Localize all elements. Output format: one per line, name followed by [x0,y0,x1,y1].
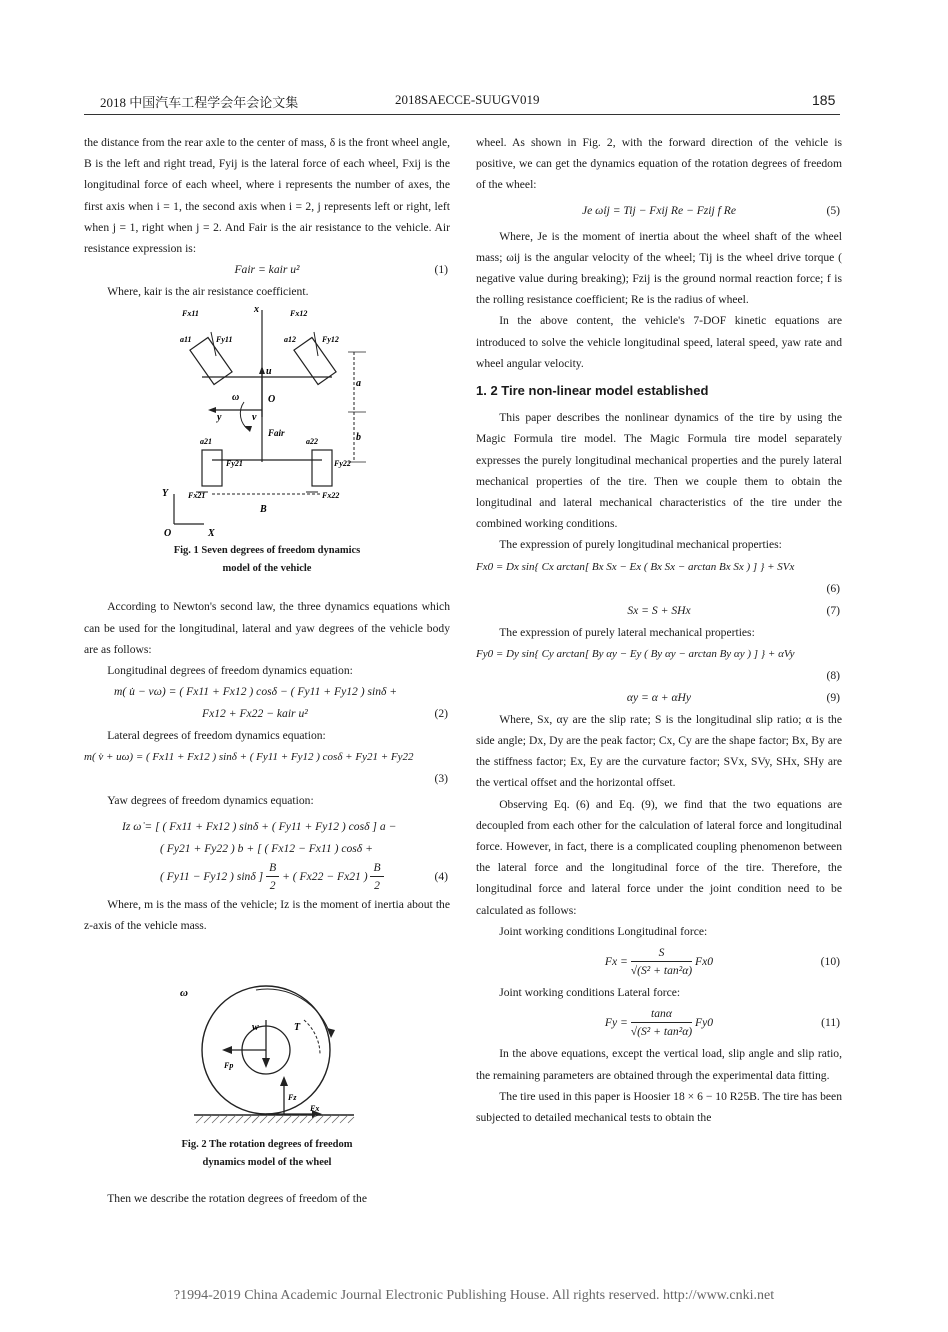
equation-6-number: (6) [826,581,840,595]
equation-10: Fx = $\frac{S}{\text{√(S² + tan²α)}}$ Fx0 (10) [604,945,840,977]
label-fx12: Fx12 [290,309,308,319]
label-omega: ω [232,392,240,404]
equation-1: Fair = kair u² (1) [234,263,448,277]
magic-formula-paragraph: This paper describes the nonlinear dynamics of the tire by using the Magic Formula tire model. The Magic Formula tire model separately expresses the purely longitudinal mechanical properties and the purely lateral mechanical properties of the tire. Then we couple them to obtain the longitudinal and lateral mechanical characteristics of the tire under the combined working conditions. [476,411,842,531]
label-fz: Fz [288,1093,297,1103]
fitting-paragraph: In the above equations, except the vertical load, slip angle and slip ratio, the remaining parameters are obtained through the experimental data fitting. [476,1047,842,1082]
label-fy11: Fy11 [216,335,233,345]
label-origin: O [268,394,276,406]
rear-left-wheel [202,450,222,486]
where-5: Where, Je is the moment of inertia about the wheel shaft of the wheel mass; ωij is the angular velocity of the wheel; Tij is the wheel drive torque ( negative value during breaking); Fzij is the ground normal reaction force; f is the rolling resistance coefficient; Re is the radius of wheel. [476,229,842,307]
section-heading: 1. 2 Tire non-linear model established [476,383,709,399]
header-page-number: 185 [812,92,836,108]
label-fair: Fair [268,428,285,439]
equation-6: Fx0 = Dx sin{ Cx arctan[ Bx Sx − Ex ( Bx Sx − arctan Bx Sx ) ] } + SVx [476,560,795,573]
rear-right-wheel [312,450,332,486]
label-T: T [294,1022,301,1034]
equation-8-number: (8) [826,668,840,682]
then-paragraph: Then we describe the rotation degrees of freedom of the [107,1192,367,1206]
right-column [476,132,842,1128]
label-fx: Fx [310,1104,320,1114]
equation-2b: Fx12 + Fx22 − kair u² (2) [202,707,448,721]
label-w: w [252,1022,259,1034]
label-u: u [266,366,272,378]
label-y: y [217,412,222,424]
label-fy21: Fy21 [226,459,243,469]
where-4: Where, m is the mass of the vehicle; Iz is the moment of inertia about the z-axis of the vehicle mass. [84,897,450,932]
equation-7: Sx = S + SHx (7) [627,603,840,617]
equation-3: m( v̇ + uω) = ( Fx11 + Fx12 ) sinδ + ( Fy11 + Fy12 ) cosδ + Fy21 + Fy22 [84,751,414,764]
header-paper-id: 2018SAECCE-SUUGV019 [395,92,540,107]
equation-4a: Iz ω̇ = [ ( Fx11 + Fx12 ) sinδ + ( Fy11 + Fy12 ) cosδ ] a − [122,819,397,833]
figure-2-caption: Fig. 2 The rotation degrees of freedom dynamics model of the wheel [181,1139,353,1169]
equation-9: αy = α + αHy (9) [626,690,840,704]
header-journal: 2018 中国汽车工程学会年会论文集 [100,95,299,110]
where-9: Where, Sx, αy are the slip rate; S is the longitudinal slip ratio; α is the side angle; Dx, Dy are the peak factor; Cx, Cy are the shape factor; Bx, By are the stiffness factor; Ex, Ey are the curvature factor; SVx, SVy, SHx, SHy are the vertical offset and the horizontal offset. [476,712,842,790]
label-O2: O [164,528,172,540]
equation-8: Fy0 = Dy sin{ Cy arctan[ By αy − Ey ( By αy − arctan By αy ) ] } + αVy [476,647,795,660]
label-omega-wheel: ω [180,987,188,1000]
longitudinal-expression-title: The expression of purely longitudinal mechanical properties: [499,538,782,552]
figure-1-vehicle-model [84,302,450,542]
figure-2-wheel-model [84,950,450,1136]
label-a11: a11 [180,335,192,345]
label-b: b [356,432,361,444]
label-fy12: Fy12 [322,335,339,345]
label-fx22: Fx22 [322,491,340,501]
where-1: Where, kair is the air resistance coefficient. [107,285,309,299]
intro-paragraph: the distance from the rear axle to the center of mass, δ is the front wheel angle, B is the left and right tread, Fyij is the lateral force of each wheel, Fxij is the longitudinal force of each wheel, where i represents the number of axes, the first axis when i = 1, the second axis when i = 2, j represents left or right, left when j = 1, right when j = 2. And Fair is the air resistance to the vehicle. Air resistance expression is: [84,136,450,256]
left-column [84,132,450,1209]
wheel-paragraph: wheel. As shown in Fig. 2, with the forward direction of the vehicle is positive, we can get the dynamics equation of the rotation degrees of freedom of the wheel: [476,136,842,192]
ground-hatching [196,1115,354,1123]
equation-2a: m( u̇ − vω) = ( Fx11 + Fx12 ) cosδ − ( Fy11 + Fy12 ) sinδ + [114,685,398,699]
label-a12: a12 [284,335,296,345]
newton-paragraph: According to Newton's second law, the three dynamics equations which can be used for the longitudinal, lateral and yaw degrees of the vehicle body are as follows: [84,600,450,656]
equation-4b: ( Fy21 + Fy22 ) b + [ ( Fx12 − Fx11 ) cosδ + [160,841,373,855]
summary-paragraph: In the above content, the vehicle's 7-DOF kinetic equations are introduced to solve the vehicle longitudinal speed, lateral speed, yaw rate and wheel angular velocity. [476,314,842,370]
label-fp: Fp [224,1061,234,1071]
lateral-expression-title: The expression of purely lateral mechanical properties: [499,625,755,639]
equation-4c: ( Fy11 − Fy12 ) sinδ ] $\frac{B}{2}$ + ( Fx22 − Fx21 ) $\frac{B}{2}$ (4) [160,860,448,892]
label-Y: Y [162,488,169,500]
label-fy22: Fy22 [334,459,351,469]
equation-5: Je ω̇ij = Tij − Fxij Re − Fzij f Re (5) [581,203,840,217]
label-fx11: Fx11 [182,309,199,319]
label-X: X [208,528,215,540]
label-x: x [254,304,259,316]
label-v: v [252,412,257,424]
observing-paragraph: Observing Eq. (6) and Eq. (9), we find that the two equations are decoupled from each other for the calculation of lateral force and longitudinal force. However, in fact, there is a complicated coupling phenomenon between the lateral force and the longitudinal force of the tire. Therefore, the longitudinal force and lateral force under the joint condition need to be calculated as follows: [476,797,842,917]
label-a22: a22 [306,437,318,447]
yaw-title: Yaw degrees of freedom dynamics equation: [107,794,314,808]
joint-lateral-title: Joint working conditions Lateral force: [499,986,681,1000]
header-rule [84,114,840,115]
label-a: a [356,378,361,390]
label-fx21: Fx21 [188,491,206,501]
longitudinal-title: Longitudinal degrees of freedom dynamics equation: [107,664,353,678]
footer-copyright: ?1994-2019 China Academic Journal Electronic Publishing House. All rights reserved. http://www.cnki.net [173,1288,775,1303]
equation-11: Fy = $\frac{\tan\alpha}{\text{√(S² + tan²α)}}$ Fy0 (11) [604,1007,840,1039]
joint-longitudinal-title: Joint working conditions Longitudinal force: [499,924,708,938]
equation-3-number: (3) [434,772,448,786]
figure-1-caption: Fig. 1 Seven degrees of freedom dynamics model of the vehicle [173,545,361,575]
label-a21: a21 [200,437,212,447]
lateral-title: Lateral degrees of freedom dynamics equation: [107,729,326,743]
tire-paragraph: The tire used in this paper is Hoosier 18 × 6 − 10 R25B. The tire has been subjected to detailed mechanical tests to obtain the [476,1089,842,1124]
label-tread: B [260,504,267,516]
